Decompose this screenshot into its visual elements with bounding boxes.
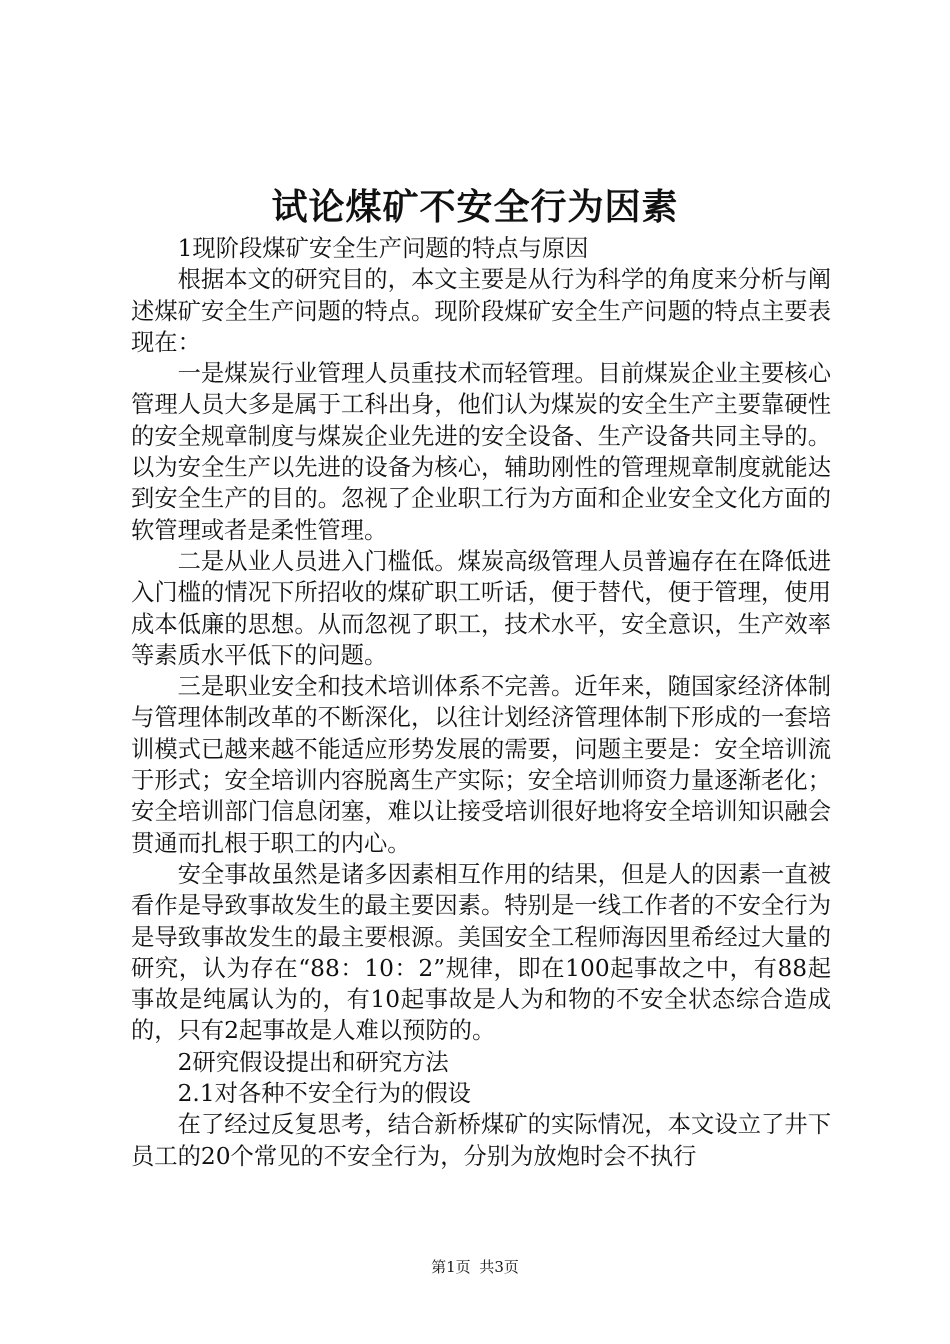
paragraph-point-3: 三是职业安全和技术培训体系不完善。近年来，随国家经济体制与管理体制改革的不断深化，以往计划经济管理体制下形成的一套培训模式已越来越不能适应形势发展的需要，问题主要是：安全培训流于形式；安全培训内容脱离生产实际；安全培训师资力量逐渐老化；安全培训部门信息闭塞，难以让接受培训很好地将安全培训知识融会贯通而扎根于职工的内心。 [131, 673, 831, 857]
document-body [131, 233, 831, 1172]
section-heading-2: 2研究假设提出和研究方法 [177, 1048, 449, 1076]
subsection-heading-2-1: 2.1对各种不安全行为的假设 [177, 1080, 471, 1108]
paragraph-point-2: 二是从业人员进入门槛低。煤炭高级管理人员普遍存在在降低进入门槛的情况下所招收的煤矿职工听话，便于替代，便于管理，使用成本低廉的思想。从而忽视了职工，技术水平，安全意识，生产效率等素质水平低下的问题。 [131, 547, 831, 669]
page-number-footer: 第1页 共3页 [431, 1258, 519, 1276]
section-heading-1: 1现阶段煤矿安全生产问题的特点与原因 [177, 235, 589, 262]
document-title: 试论煤矿不安全行为因素 [271, 187, 679, 228]
paragraph-accident-factors: 安全事故虽然是诸多因素相互作用的结果，但是人的因素一直被看作是导致事故发生的最主要因素。特别是一线工作者的不安全行为是导致事故发生的最主要根源。美国安全工程师海因里希经过大量的研究，认为存在“88：10：2”规律，即在100起事故之中，有88起事故是纯属认为的，有10起事故是人为和物的不安全状态综合造成的，只有2起事故是人难以预防的。 [131, 860, 831, 1045]
paragraph-intro: 根据本文的研究目的，本文主要是从行为科学的角度来分析与阐述煤矿安全生产问题的特点。现阶段煤矿安全生产问题的特点主要表现在： [131, 266, 831, 356]
paragraph-point-1: 一是煤炭行业管理人员重技术而轻管理。目前煤炭企业主要核心管理人员大多是属于工科出身，他们认为煤炭的安全生产主要靠硬性的安全规章制度与煤炭企业先进的安全设备、生产设备共同主导的。以为安全生产以先进的设备为核心，辅助刚性的管理规章制度就能达到安全生产的目的。忽视了企业职工行为方面和企业安全文化方面的软管理或者是柔性管理。 [131, 360, 831, 544]
paragraph-hypothesis: 在了经过反复思考，结合新桥煤矿的实际情况，本文设立了井下员工的20个常见的不安全行为，分别为放炮时会不执行 [131, 1111, 831, 1170]
